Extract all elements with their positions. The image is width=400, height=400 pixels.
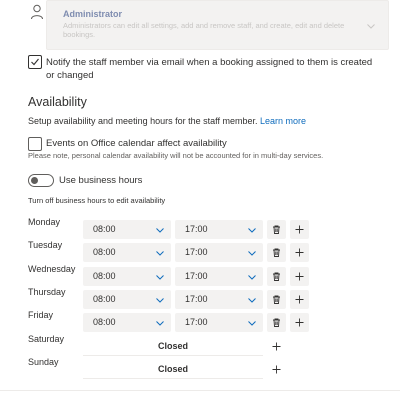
availability-description [28,116,306,126]
delete-hours-button[interactable] [267,220,286,239]
end-time-value: 17:00 [185,247,208,257]
day-label: Monday [28,217,61,227]
office-calendar-note: Please note, personal calendar availability will not be accounted for in multi-day services. [28,151,324,160]
day-label: Friday [28,310,54,320]
schedule-row-saturday [0,334,400,356]
add-hours-button[interactable] [290,313,309,332]
plus-icon [295,272,304,281]
add-hours-button[interactable] [267,360,286,379]
end-time-value: 17:00 [185,317,208,327]
availability-heading: Availability [28,95,87,109]
notify-label: Notify the staff member via email when a booking assigned to them is created or changed [46,57,373,81]
end-time-value: 17:00 [185,294,208,304]
chevron-down-icon [155,248,165,258]
delete-hours-button[interactable] [267,290,286,309]
role-section [0,0,400,54]
trash-icon [272,318,281,327]
start-time-dropdown[interactable] [83,313,171,332]
closed-indicator [83,360,263,379]
divider [0,390,400,391]
schedule-row-wednesday [0,264,400,286]
delete-hours-button[interactable] [267,267,286,286]
day-label: Sunday [28,357,59,367]
toggle-knob [31,177,38,184]
start-time-value: 08:00 [93,294,116,304]
chevron-down-icon [366,18,376,28]
role-title: Administrator [63,9,123,19]
add-hours-button[interactable] [290,220,309,239]
chevron-down-icon [247,272,257,282]
plus-icon [295,295,304,304]
end-time-dropdown[interactable] [175,313,263,332]
delete-hours-button[interactable] [267,243,286,262]
end-time-value: 17:00 [185,224,208,234]
start-time-dropdown[interactable] [83,290,171,309]
chevron-down-icon [247,248,257,258]
delete-hours-button[interactable] [267,313,286,332]
day-label: Tuesday [28,240,63,250]
schedule-row-monday [0,217,400,239]
start-time-value: 08:00 [93,271,116,281]
start-time-dropdown[interactable] [83,243,171,262]
day-label: Thursday [28,287,66,297]
closed-label: Closed [157,341,188,351]
chevron-down-icon [155,225,165,235]
person-icon [30,4,44,20]
end-time-dropdown[interactable] [175,243,263,262]
role-dropdown[interactable] [46,0,389,50]
closed-label: Closed [157,364,188,374]
add-hours-button[interactable] [267,337,286,356]
end-time-dropdown[interactable] [175,290,263,309]
setup-text: Setup availability and meeting hours for the staff member. [28,116,258,126]
business-hours-note: Turn off business hours to edit availability [28,196,166,205]
chevron-down-icon [247,225,257,235]
start-time-value: 08:00 [93,247,116,257]
schedule-row-tuesday [0,240,400,262]
add-hours-button[interactable] [290,243,309,262]
chevron-down-icon [247,295,257,305]
start-time-value: 08:00 [93,317,116,327]
business-hours-toggle[interactable] [28,174,54,187]
day-label: Saturday [28,334,65,344]
office-calendar-label: Events on Office calendar affect availability [46,138,227,149]
end-time-dropdown[interactable] [175,220,263,239]
add-hours-button[interactable] [290,290,309,309]
chevron-down-icon [155,295,165,305]
add-hours-button[interactable] [290,267,309,286]
chevron-down-icon [155,318,165,328]
end-time-dropdown[interactable] [175,267,263,286]
plus-icon [295,225,304,234]
plus-icon [272,365,281,374]
trash-icon [272,225,281,234]
day-label: Wednesday [28,264,76,274]
schedule-row-sunday [0,357,400,379]
closed-indicator [83,337,263,356]
plus-icon [295,318,304,327]
chevron-down-icon [247,318,257,328]
schedule-row-thursday [0,287,400,309]
start-time-value: 08:00 [93,224,116,234]
chevron-down-icon [155,272,165,282]
trash-icon [272,295,281,304]
trash-icon [272,248,281,257]
learn-more-link[interactable]: Learn more [259,116,307,126]
schedule-row-friday [0,310,400,332]
checkmark-icon [30,57,40,67]
plus-icon [272,342,281,351]
notify-checkbox[interactable] [28,55,42,69]
role-description: Administrators can edit all settings, add and remove staff, and create, edit and delete bookings. [63,21,345,39]
office-calendar-checkbox[interactable] [28,137,42,151]
plus-icon [295,248,304,257]
business-hours-label: Use business hours [59,175,143,186]
start-time-dropdown[interactable] [83,220,171,239]
end-time-value: 17:00 [185,271,208,281]
start-time-dropdown[interactable] [83,267,171,286]
trash-icon [272,272,281,281]
